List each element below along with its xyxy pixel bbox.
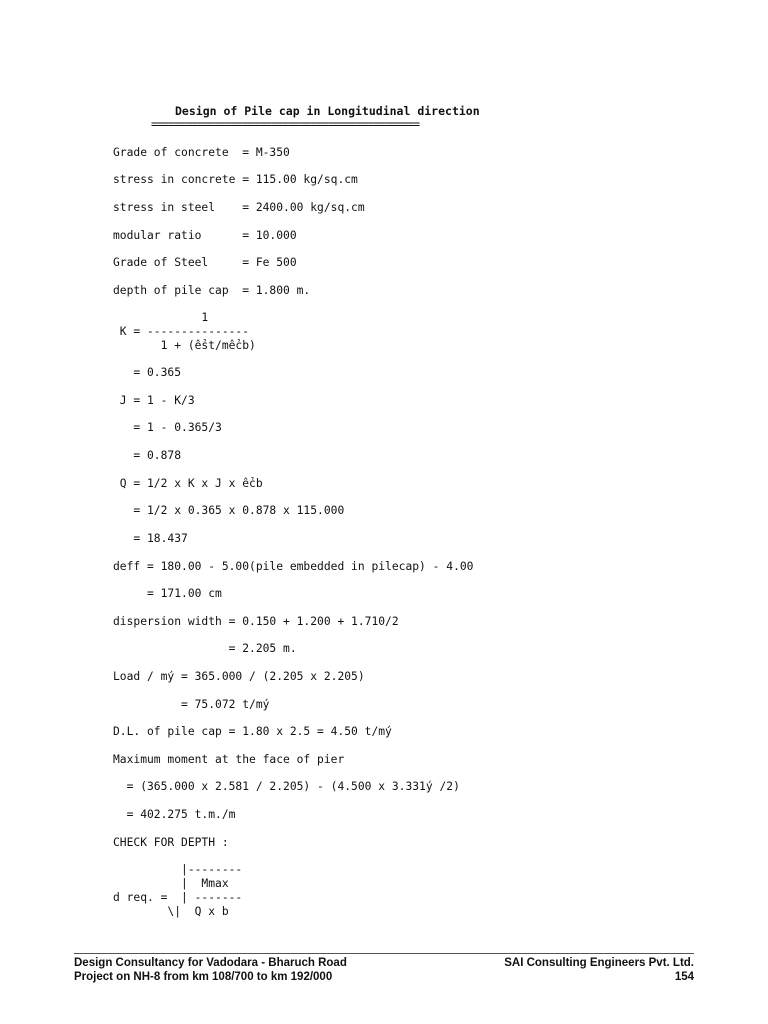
q-formula-line: Q = 1/2 x K x J x ểcb	[113, 477, 263, 490]
dispersion-width-formula-line: dispersion width = 0.150 + 1.200 + 1.710/2	[113, 615, 399, 628]
d-req-denominator: \| Q x b	[113, 905, 229, 918]
d-req-numerator: | Mmax	[113, 877, 229, 890]
document-title: Design of Pile cap in Longitudinal direction	[175, 104, 480, 118]
grade-of-steel-line: Grade of Steel = Fe 500	[113, 256, 297, 269]
footer-right	[504, 956, 694, 984]
footer-divider	[74, 953, 694, 954]
d-req-radical-top: |--------	[113, 863, 243, 876]
j-formula-line: J = 1 - K/3	[113, 394, 195, 407]
depth-of-pile-cap-line: depth of pile cap = 1.800 m.	[113, 284, 311, 297]
k-formula-numerator: 1	[113, 311, 209, 324]
k-value-line: = 0.365	[113, 366, 182, 379]
dead-load-line: D.L. of pile cap = 1.80 x 2.5 = 4.50 t/mý	[113, 725, 392, 738]
max-moment-heading-line: Maximum moment at the face of pier	[113, 753, 345, 766]
load-formula-line: Load / mý = 365.000 / (2.205 x 2.205)	[113, 670, 365, 683]
deff-formula-line: deff = 180.00 - 5.00(pile embedded in pilecap) - 4.00	[113, 560, 474, 573]
stress-in-concrete-line: stress in concrete = 115.00 kg/sq.cm	[113, 173, 358, 186]
grade-of-concrete-line: Grade of concrete = M-350	[113, 146, 290, 159]
modular-ratio-line: modular ratio = 10.000	[113, 229, 297, 242]
footer-left	[74, 956, 347, 984]
title-underline: ===============================================	[151, 118, 419, 131]
j-value-line: = 0.878	[113, 449, 182, 462]
d-req-fraction-line: d req. = | -------	[113, 891, 243, 904]
max-moment-value-line: = 402.275 t.m./m	[113, 808, 236, 821]
deff-value-line: = 171.00 cm	[113, 587, 222, 600]
page-number: 154	[674, 971, 694, 983]
max-moment-formula-line: = (365.000 x 2.581 / 2.205) - (4.500 x 3.331ý /2)	[113, 780, 460, 793]
q-value-line: = 18.437	[113, 532, 188, 545]
q-substitution-line: = 1/2 x 0.365 x 0.878 x 115.000	[113, 504, 345, 517]
stress-in-steel-line: stress in steel = 2400.00 kg/sq.cm	[113, 201, 365, 214]
footer-consultancy-text: Design Consultancy for Vadodara - Bharuch Road	[74, 957, 347, 969]
k-formula-denominator: 1 + (ểst/mểcb)	[113, 339, 256, 352]
j-substitution-line: = 1 - 0.365/3	[113, 421, 222, 434]
footer-project-text: Project on NH-8 from km 108/700 to km 192/000	[74, 971, 333, 983]
dispersion-width-value-line: = 2.205 m.	[113, 642, 297, 655]
check-for-depth-heading: CHECK FOR DEPTH :	[113, 836, 229, 849]
load-value-line: = 75.072 t/mý	[113, 698, 270, 711]
k-formula-fraction-bar: K = ---------------	[113, 325, 250, 338]
footer-company-text: SAI Consulting Engineers Pvt. Ltd.	[504, 957, 694, 969]
